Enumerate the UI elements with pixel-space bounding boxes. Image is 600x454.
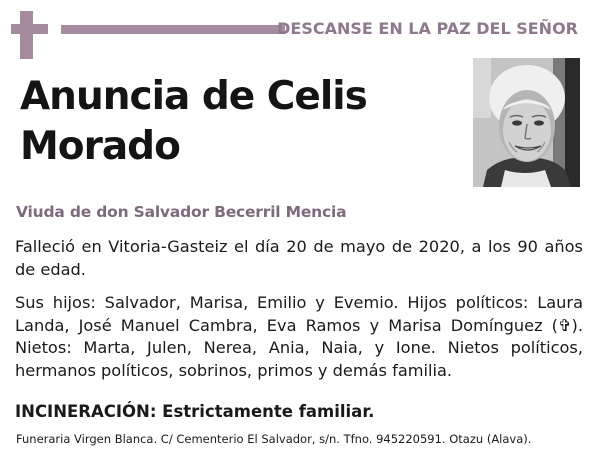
deceased-name-line1: Anuncia de Celis (20, 74, 367, 119)
deceased-photo (473, 58, 580, 187)
funeral-home-footer: Funeraria Virgen Blanca. C/ Cementerio El Salvador, s/n. Tfno. 945220591. Otazu (Alava). (16, 432, 532, 446)
family-paragraph: Sus hijos: Salvador, Marisa, Emilio y Evemio. Hijos políticos: Laura Landa, José Manuel Cambra, Eva Ramos y Marisa Domínguez (✞). Nietos: Marta, Julen, Nerea, Ania, Naia, y Ione. Nietos políticos, hermanos políticos, sobrinos, primos y demás familia. (15, 293, 583, 380)
deceased-name-line2: Morado (20, 124, 180, 169)
header-title: DESCANSE EN LA PAZ DEL SEÑOR (277, 19, 578, 38)
death-notice-paragraph: Falleció en Vitoria-Gasteiz el día 20 de mayo de 2020, a los 90 años de edad. (15, 237, 583, 279)
cremation-paragraph: INCINERACIÓN: Estrictamente familiar. (15, 402, 375, 421)
header-divider (61, 25, 285, 34)
widow-of-line: Viuda de don Salvador Becerril Mencia (16, 203, 347, 221)
portrait-image (473, 58, 580, 187)
deceased-name (20, 72, 460, 172)
